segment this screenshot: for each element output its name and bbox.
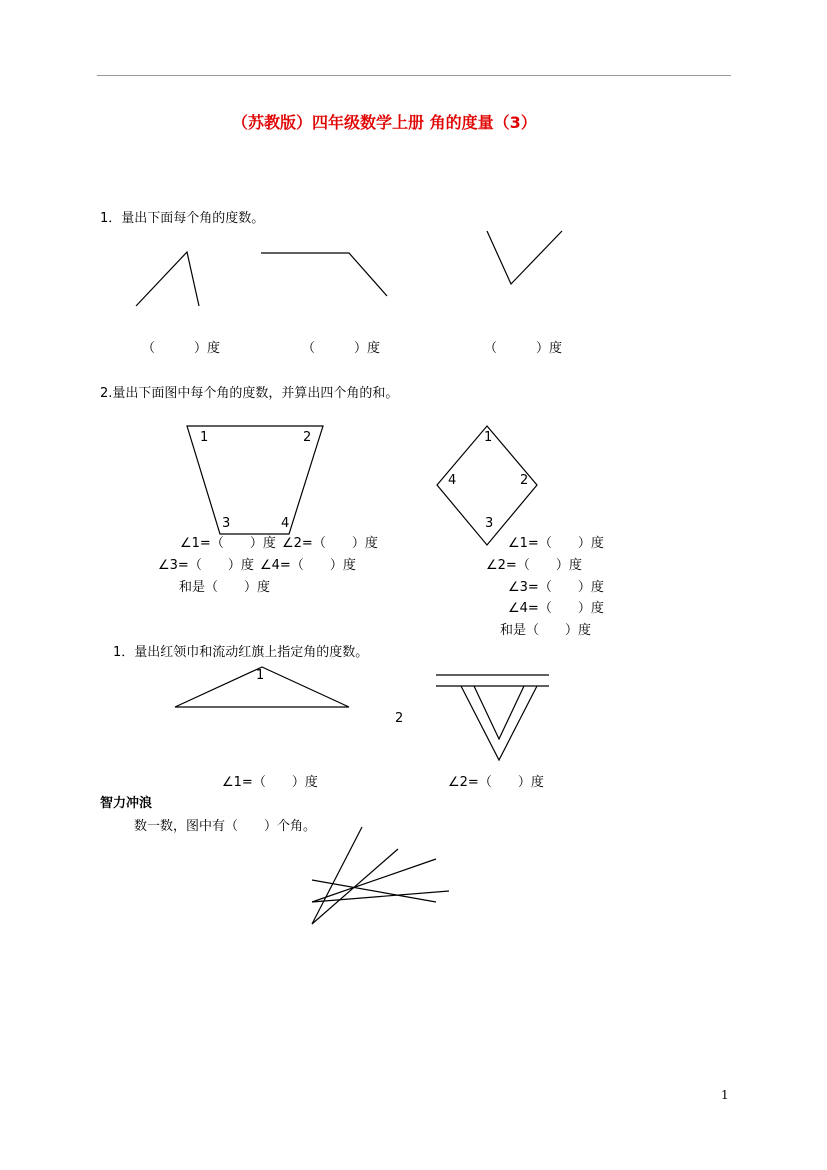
challenge-line-3 — [312, 859, 436, 902]
challenge-prompt: 数一数，图中有（ ）个角。 — [134, 819, 317, 834]
q2-left-angle-3: ∠3=（ ）度 — [158, 558, 254, 573]
challenge-heading: 智力冲浪 — [100, 796, 153, 811]
q2-left-angle-2: ∠2=（ ）度 — [282, 536, 378, 551]
page-title: （苏教版）四年级数学上册 角的度量（3） — [232, 113, 537, 132]
challenge-line-1 — [312, 827, 362, 924]
trapezoid-label-4: 4 — [281, 516, 290, 531]
q1-answer-1: （ ）度 — [142, 341, 221, 356]
q1-answer-2: （ ）度 — [302, 341, 381, 356]
q1-prompt: 1．量出下面每个角的度数。 — [100, 211, 265, 226]
q3-answer-1: ∠1=（ ）度 — [222, 775, 318, 790]
challenge-line-5 — [312, 880, 436, 902]
q2-right-angle-1: ∠1=（ ）度 — [508, 536, 604, 551]
trapezoid-label-2: 2 — [303, 430, 312, 445]
rhombus-label-4: 4 — [448, 473, 457, 488]
flag-label-2: 2 — [395, 711, 404, 726]
q2-left-angle-1: ∠1=（ ）度 — [180, 536, 276, 551]
page-number: 1 — [721, 1088, 729, 1102]
q2-left-sum: 和是（ ）度 — [179, 580, 271, 595]
q2-right-sum: 和是（ ）度 — [500, 623, 592, 638]
trapezoid-label-3: 3 — [222, 516, 231, 531]
q3-prompt: 1．量出红领巾和流动红旗上指定角的度数。 — [113, 645, 369, 660]
q2-left-angle-4: ∠4=（ ）度 — [260, 558, 356, 573]
q3-answer-2: ∠2=（ ）度 — [448, 775, 544, 790]
q2-right-angle-3: ∠3=（ ）度 — [508, 580, 604, 595]
q2-right-angle-2: ∠2=（ ）度 — [486, 558, 582, 573]
q1-answer-3: （ ）度 — [484, 341, 563, 356]
rhombus-label-1: 1 — [484, 430, 493, 445]
scarf-label-1: 1 — [256, 668, 265, 683]
q2-right-angle-4: ∠4=（ ）度 — [508, 601, 604, 616]
trapezoid-label-1: 1 — [200, 430, 209, 445]
q2-prompt: 2.量出下面图中每个角的度数，并算出四个角的和。 — [100, 386, 399, 401]
rhombus-label-3: 3 — [485, 516, 494, 531]
rhombus-label-2: 2 — [520, 473, 529, 488]
